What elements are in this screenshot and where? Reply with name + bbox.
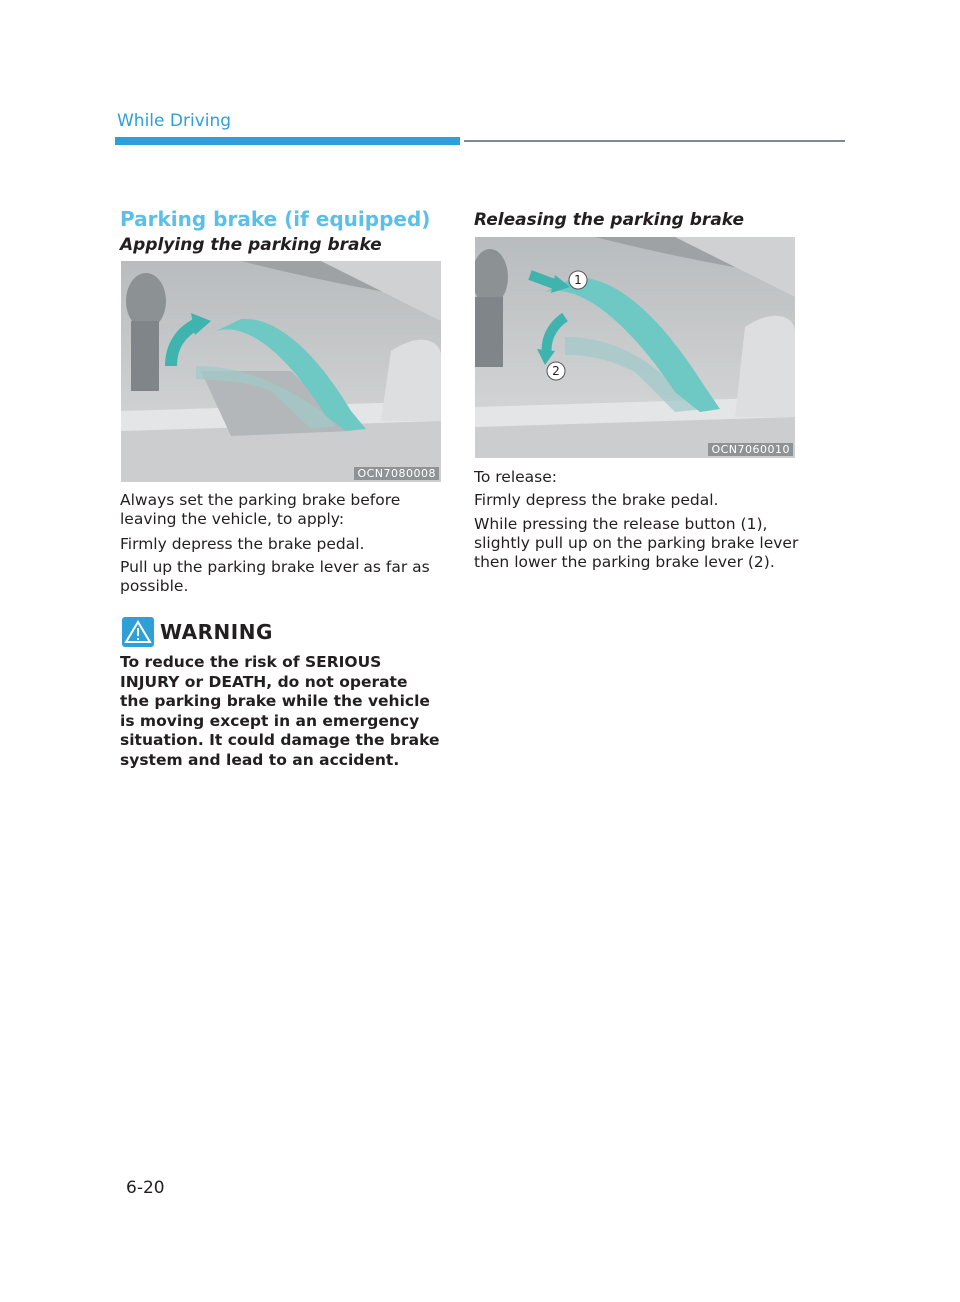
subtitle-applying: Applying the parking brake xyxy=(120,235,382,255)
figure-code: OCN7080008 xyxy=(354,467,439,480)
warning-text: To reduce the risk of SERIOUS INJURY or DEATH, do not operate the parking brake while the vehicle is moving except in an emergency situation. It could damage the brake system and lead to an accident. xyxy=(120,653,440,769)
figure-code: OCN7060010 xyxy=(708,443,793,456)
paragraph: To release: xyxy=(474,468,557,486)
warning-icon xyxy=(122,617,154,647)
paragraph: Firmly depress the brake pedal. xyxy=(120,535,365,553)
paragraph: While pressing the release button (1), slightly pull up on the parking brake lever then lower the parking brake lever (2). xyxy=(474,515,799,571)
callout-2: 2 xyxy=(552,364,560,378)
subtitle-releasing: Releasing the parking brake xyxy=(474,210,745,230)
paragraph: Firmly depress the brake pedal. xyxy=(474,491,719,509)
section-title: Parking brake (if equipped) xyxy=(120,207,431,231)
paragraph: Always set the parking brake before leaving the vehicle, to apply: xyxy=(120,491,401,528)
header-accent-bar xyxy=(115,137,460,145)
header-rule xyxy=(464,140,845,142)
running-header: While Driving xyxy=(117,111,232,131)
warning-label: WARNING xyxy=(160,620,273,644)
page-number: 6-20 xyxy=(126,1178,165,1198)
callout-1: 1 xyxy=(574,273,582,287)
figure-releasing-brake xyxy=(475,237,795,458)
paragraph: Pull up the parking brake lever as far as possible. xyxy=(120,558,430,595)
figure-applying-brake xyxy=(121,261,441,482)
